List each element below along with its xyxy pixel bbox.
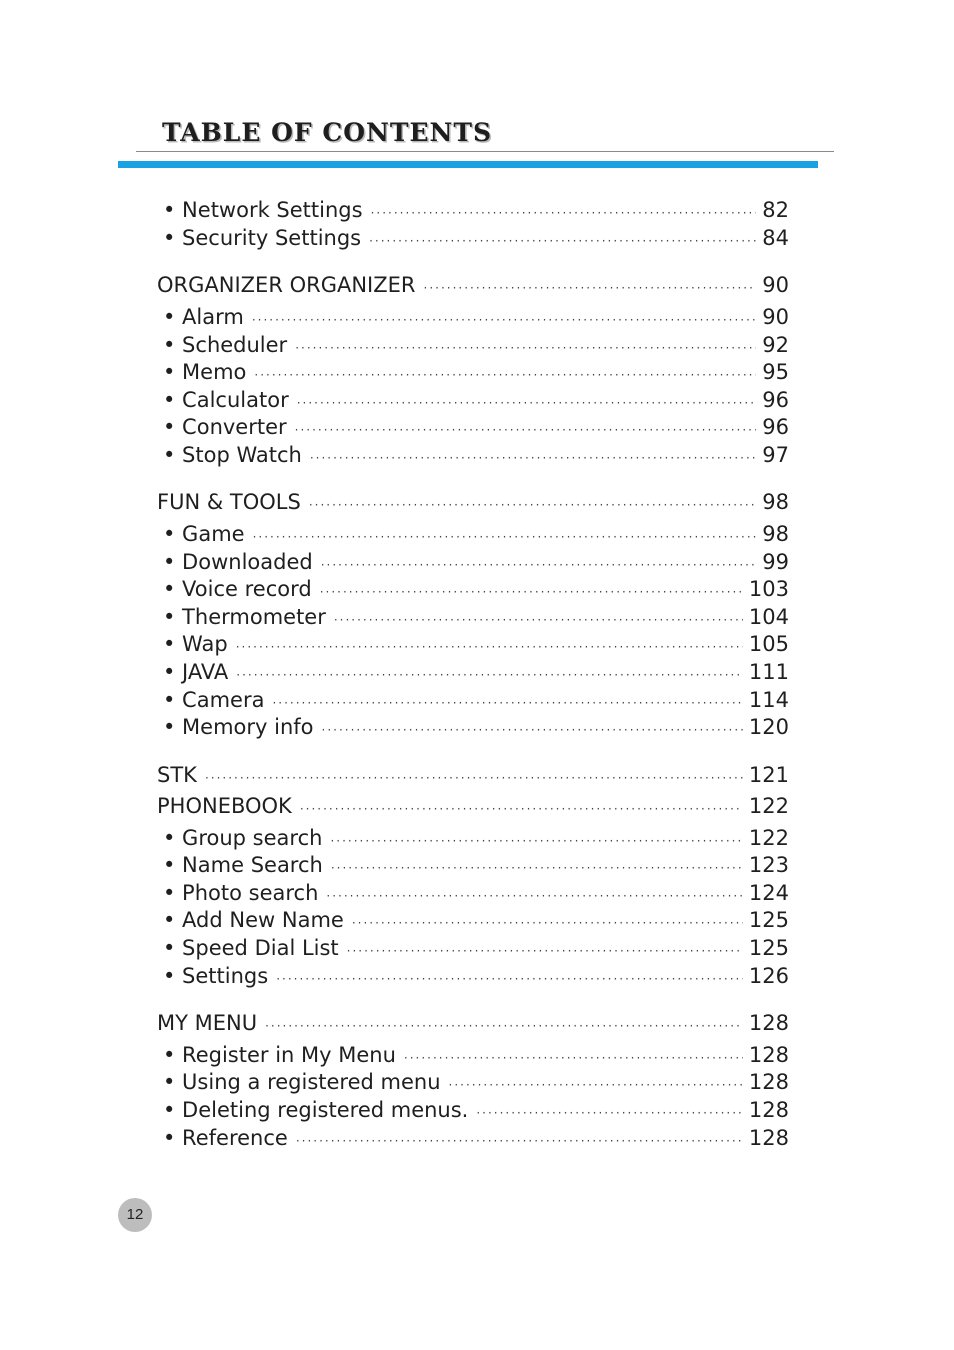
toc-entry-label: • Reference bbox=[163, 1126, 288, 1150]
toc-entry-page: 98 bbox=[762, 522, 789, 546]
accent-bar bbox=[118, 161, 818, 168]
toc-section bbox=[157, 488, 789, 516]
toc-entry bbox=[163, 1041, 789, 1069]
toc-entry bbox=[163, 331, 789, 359]
toc-entry-label: • Register in My Menu bbox=[163, 1043, 396, 1067]
toc-entry bbox=[163, 1068, 789, 1096]
toc-entry-label: • Group search bbox=[163, 826, 323, 850]
toc-entry-label: • Name Search bbox=[163, 853, 323, 877]
toc-entry-page: 97 bbox=[762, 443, 789, 467]
toc-entry-page: 120 bbox=[748, 715, 789, 739]
dot-leader bbox=[369, 225, 756, 253]
toc-entry-label: • Settings bbox=[163, 964, 269, 988]
toc-entry bbox=[163, 224, 789, 252]
toc-entry-page: 103 bbox=[748, 577, 789, 601]
dot-leader bbox=[352, 907, 743, 935]
title-underline bbox=[136, 151, 834, 152]
toc-entry-label: • Memo bbox=[163, 360, 247, 384]
dot-leader bbox=[253, 521, 757, 549]
toc-entry-page: 126 bbox=[748, 964, 789, 988]
toc-entry bbox=[163, 196, 789, 224]
dot-leader bbox=[300, 793, 743, 821]
toc-entry-page: 96 bbox=[762, 388, 789, 412]
toc-entry bbox=[163, 303, 789, 331]
toc-entry bbox=[163, 520, 789, 548]
toc-section bbox=[157, 271, 789, 299]
toc-entry-page: 122 bbox=[748, 826, 789, 850]
toc-entry bbox=[163, 603, 789, 631]
toc-entry-label: FUN & TOOLS bbox=[157, 490, 301, 514]
dot-leader bbox=[310, 442, 756, 470]
dot-leader bbox=[276, 963, 743, 991]
toc-section bbox=[157, 792, 789, 820]
toc-section bbox=[157, 1009, 789, 1037]
page-number-badge: 12 bbox=[118, 1198, 152, 1232]
toc-entry-page: 99 bbox=[762, 550, 789, 574]
dot-leader bbox=[404, 1042, 743, 1070]
dot-leader bbox=[297, 387, 757, 415]
toc-entry bbox=[163, 575, 789, 603]
toc-entry-page: 125 bbox=[748, 936, 789, 960]
dot-leader bbox=[326, 880, 743, 908]
dot-leader bbox=[371, 197, 757, 225]
toc-entry bbox=[163, 879, 789, 907]
toc-entry bbox=[163, 824, 789, 852]
toc-entry-page: 90 bbox=[762, 273, 789, 297]
toc-entry-label: • Photo search bbox=[163, 881, 319, 905]
toc-entry bbox=[163, 441, 789, 469]
toc-entry bbox=[163, 962, 789, 990]
dot-leader bbox=[272, 687, 742, 715]
dot-leader bbox=[476, 1097, 743, 1125]
dot-leader bbox=[334, 604, 743, 632]
toc-entry-page: 82 bbox=[762, 198, 789, 222]
dot-leader bbox=[347, 935, 743, 963]
dot-leader bbox=[236, 659, 743, 687]
dot-leader bbox=[322, 714, 743, 742]
dot-leader bbox=[252, 304, 756, 332]
toc-entry-page: 84 bbox=[762, 226, 789, 250]
toc-entry-label: • Calculator bbox=[163, 388, 289, 412]
toc-entry bbox=[163, 934, 789, 962]
toc-entry bbox=[163, 548, 789, 576]
dot-leader bbox=[236, 631, 743, 659]
toc-entry-label: • Downloaded bbox=[163, 550, 313, 574]
toc-entry-page: 122 bbox=[748, 794, 789, 818]
toc-entry-label: • Network Settings bbox=[163, 198, 363, 222]
toc-entry-page: 95 bbox=[762, 360, 789, 384]
toc-entry-page: 128 bbox=[748, 1126, 789, 1150]
toc-entry-label: • Converter bbox=[163, 415, 287, 439]
toc-entry-label: • Alarm bbox=[163, 305, 244, 329]
dot-leader bbox=[265, 1010, 743, 1038]
toc-entry-label: • Speed Dial List bbox=[163, 936, 339, 960]
toc-entry bbox=[163, 686, 789, 714]
dot-leader bbox=[254, 359, 756, 387]
toc-entry-label: • Add New Name bbox=[163, 908, 344, 932]
toc-entry-page: 104 bbox=[748, 605, 789, 629]
toc-entry-label: • Scheduler bbox=[163, 333, 288, 357]
toc-entry bbox=[163, 413, 789, 441]
toc-entry bbox=[163, 851, 789, 879]
toc-entry-label: • Game bbox=[163, 522, 245, 546]
dot-leader bbox=[296, 1125, 743, 1153]
toc-entry-page: 96 bbox=[762, 415, 789, 439]
dot-leader bbox=[321, 549, 757, 577]
toc-entry bbox=[163, 906, 789, 934]
toc-entry-page: 98 bbox=[762, 490, 789, 514]
dot-leader bbox=[331, 852, 743, 880]
dot-leader bbox=[449, 1069, 743, 1097]
toc-entry-label: • Thermometer bbox=[163, 605, 326, 629]
dot-leader bbox=[295, 414, 757, 442]
dot-leader bbox=[320, 576, 743, 604]
toc-entry-label: MY MENU bbox=[157, 1011, 258, 1035]
toc-entry bbox=[163, 1124, 789, 1152]
toc-entry-page: 114 bbox=[748, 688, 789, 712]
dot-leader bbox=[295, 332, 756, 360]
toc-entry-label: • Memory info bbox=[163, 715, 314, 739]
toc-entry-page: 125 bbox=[748, 908, 789, 932]
toc-entry-label: PHONEBOOK bbox=[157, 794, 292, 818]
toc-entry-label: STK bbox=[157, 763, 197, 787]
toc-entry-page: 128 bbox=[748, 1098, 789, 1122]
page-title: TABLE OF CONTENTS bbox=[162, 118, 493, 147]
toc-entry-page: 105 bbox=[748, 632, 789, 656]
toc-entry-page: 92 bbox=[762, 333, 789, 357]
toc-entry bbox=[163, 386, 789, 414]
toc-section bbox=[157, 761, 789, 789]
toc-entry bbox=[163, 358, 789, 386]
toc-entry-label: • Security Settings bbox=[163, 226, 362, 250]
toc-entry bbox=[163, 1096, 789, 1124]
dot-leader bbox=[205, 762, 743, 790]
toc-entry-page: 124 bbox=[748, 881, 789, 905]
toc-entry-label: • Using a registered menu bbox=[163, 1070, 441, 1094]
toc-entry-label: • Deleting registered menus. bbox=[163, 1098, 469, 1122]
dot-leader bbox=[424, 272, 757, 300]
toc-entry-label: • Stop Watch bbox=[163, 443, 302, 467]
toc-entry-label: • Camera bbox=[163, 688, 265, 712]
toc-entry-page: 123 bbox=[748, 853, 789, 877]
toc-entry-label: • Wap bbox=[163, 632, 228, 656]
toc-entry-page: 111 bbox=[748, 660, 789, 684]
toc-entry-label: • Voice record bbox=[163, 577, 312, 601]
dot-leader bbox=[330, 825, 742, 853]
toc-entry bbox=[163, 713, 789, 741]
toc-entry-page: 121 bbox=[748, 763, 789, 787]
toc-entry bbox=[163, 630, 789, 658]
toc-entry-page: 128 bbox=[748, 1011, 789, 1035]
toc-entry-page: 128 bbox=[748, 1070, 789, 1094]
dot-leader bbox=[309, 489, 756, 517]
toc-entry bbox=[163, 658, 789, 686]
toc-entry-page: 90 bbox=[762, 305, 789, 329]
toc-entry-page: 128 bbox=[748, 1043, 789, 1067]
toc-entry-label: ORGANIZER ORGANIZER bbox=[157, 273, 416, 297]
toc-entry-label: • JAVA bbox=[163, 660, 229, 684]
